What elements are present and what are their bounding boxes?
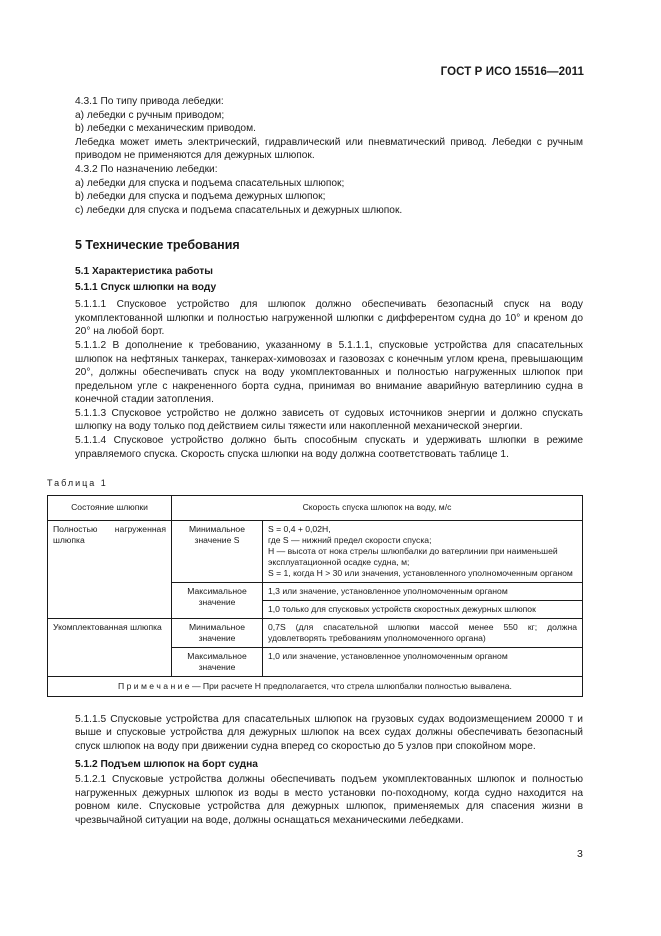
table-cell [263, 520, 583, 582]
table-cell: Укомплектованная шлюпка [48, 618, 172, 676]
clause-5-1-1-4: 5.1.1.4 Спусковое устройство должно быть способным спускать и удерживать шлюпки в режиме управляемого спуска. Скорость спуска шлюпки на воду должна соответствовать таблице 1. [75, 435, 583, 460]
list-item: b) лебедки с механическим приводом. [75, 123, 256, 135]
list-item: с) лебедки для спуска и подъема спасательных и дежурных шлюпок. [75, 204, 403, 216]
table-cell: Минимальное значение [172, 618, 263, 647]
table-row [48, 618, 583, 647]
table-header-cell: Состояние шлюпки [48, 495, 172, 520]
formula-text: S = 0,4 + 0,02H, [268, 523, 331, 534]
formula-where: где S — нижний предел скорости спуска; [268, 534, 432, 545]
table-header-row [48, 495, 583, 520]
formula-where: S = 1, когда H > 30 или значения, установленного уполномоченным органом [268, 567, 573, 578]
page-content [47, 95, 583, 828]
table-cell: 0,7S (для спасательной шлюпки массой менее 550 кг; должна удовлетворять требованиям уполномоченного органа) [263, 618, 583, 647]
table-cell: 1,0 только для спусковых устройств скоростных дежурных шлюпок [263, 600, 583, 618]
list-item: а) лебедки для спуска и подъема спасательных шлюпок; [75, 177, 345, 189]
clause-5-1-1-3: 5.1.1.3 Спусковое устройство не должно зависеть от судовых источников энергии и должно спускать шлюпку на воду только под действием силы тяжести или накопленной механической энергии. [75, 407, 583, 433]
formula-where: H — высота от нока стрелы шлюпбалки до ватерлинии при наименьшей эксплуатационной осадке судна, м; [268, 545, 558, 567]
table-caption: Таблица 1 [47, 478, 108, 489]
clause-4-3-1-text: Лебедка может иметь электрический, гидравлический или пневматический привод. Лебедки с ручным приводом не применяются для дежурных шлюпок. [75, 136, 583, 162]
page-number: 3 [577, 848, 583, 860]
table-row [48, 520, 583, 582]
clause-5-1-2-title: 5.1.2 Подъем шлюпок на борт судна [75, 758, 258, 770]
clause-5-1-2-1: 5.1.2.1 Спусковые устройства должны обеспечивать подъем укомплектованных шлюпок и полностью нагруженных дежурных шлюпок из воды в место установки по-походному, когда судно находится на ровном киле. Спусковые устройства для дежурных шлюпок, применяемых для спасения жизни в чрезвычайной ситуации на воде, должны оснащаться механическими лебедками. [75, 774, 583, 826]
table-cell: Максимальное значение [172, 582, 263, 618]
document-header: ГОСТ Р ИСО 15516—2011 [440, 66, 584, 78]
table-header-cell: Скорость спуска шлюпок на воду, м/с [172, 495, 583, 520]
clause-5-1-1-title: 5.1.1 Спуск шлюпки на воду [75, 281, 217, 293]
clause-4-3-1-title: 4.3.1 По типу привода лебедки: [75, 96, 224, 107]
table-note: П р и м е ч а н и е — При расчете H предполагается, что стрела шлюпбалки полностью вывалена. [48, 676, 583, 696]
table-cell: 1,0 или значение, установленное уполномоченным органом [263, 647, 583, 676]
table-cell: Минимальное значение S [172, 520, 263, 582]
table-cell: 1,3 или значение, установленное уполномоченным органом [263, 582, 583, 600]
clause-5-1-1-1: 5.1.1.1 Спусковое устройство для шлюпок должно обеспечивать безопасный спуск на воду укомплектованной шлюпки и полностью нагруженной шлюпки с дифферентом судна до 10° и креном до 20° на любой борт. [75, 299, 583, 338]
table-cell: Полностью нагруженная шлюпка [48, 520, 172, 618]
list-item: а) лебедки с ручным приводом; [75, 109, 225, 121]
clause-5-1-title: 5.1 Характеристика работы [75, 265, 213, 277]
table-note-row [48, 676, 583, 696]
clause-5-1-1-2: 5.1.1.2 В дополнение к требованию, указанному в 5.1.1.1, спусковые устройства для спасательных шлюпок на нефтяных танкерах, танкерах-химовозах и газовозах с конечным углом крена, превышающим 20°, должны обеспечивать спуск на воду укомплектованных и полностью нагруженных шлюпок при предельном угле с накрененного борта судна, принимая во внимание аварийную ватерлинию судна в конечной стадии затопления. [75, 339, 583, 406]
clause-4-3-2-title: 4.3.2 По назначению лебедки: [75, 163, 218, 175]
table-cell: Максимальное значение [172, 647, 263, 676]
section-5-title: 5 Технические требования [75, 238, 240, 253]
list-item: b) лебедки для спуска и подъема дежурных шлюпок; [75, 191, 326, 203]
launch-speed-table [47, 495, 583, 697]
clause-5-1-1-5: 5.1.1.5 Спусковые устройства для спасательных шлюпок на грузовых судах водоизмещением 20000 т и выше и спусковые устройства для дежурных шлюпок на всех судах должны обеспечивать безопасный спуск шлюпок на воду при движении судна вперед со скоростью до 5 узлов при спокойном море. [75, 713, 583, 753]
